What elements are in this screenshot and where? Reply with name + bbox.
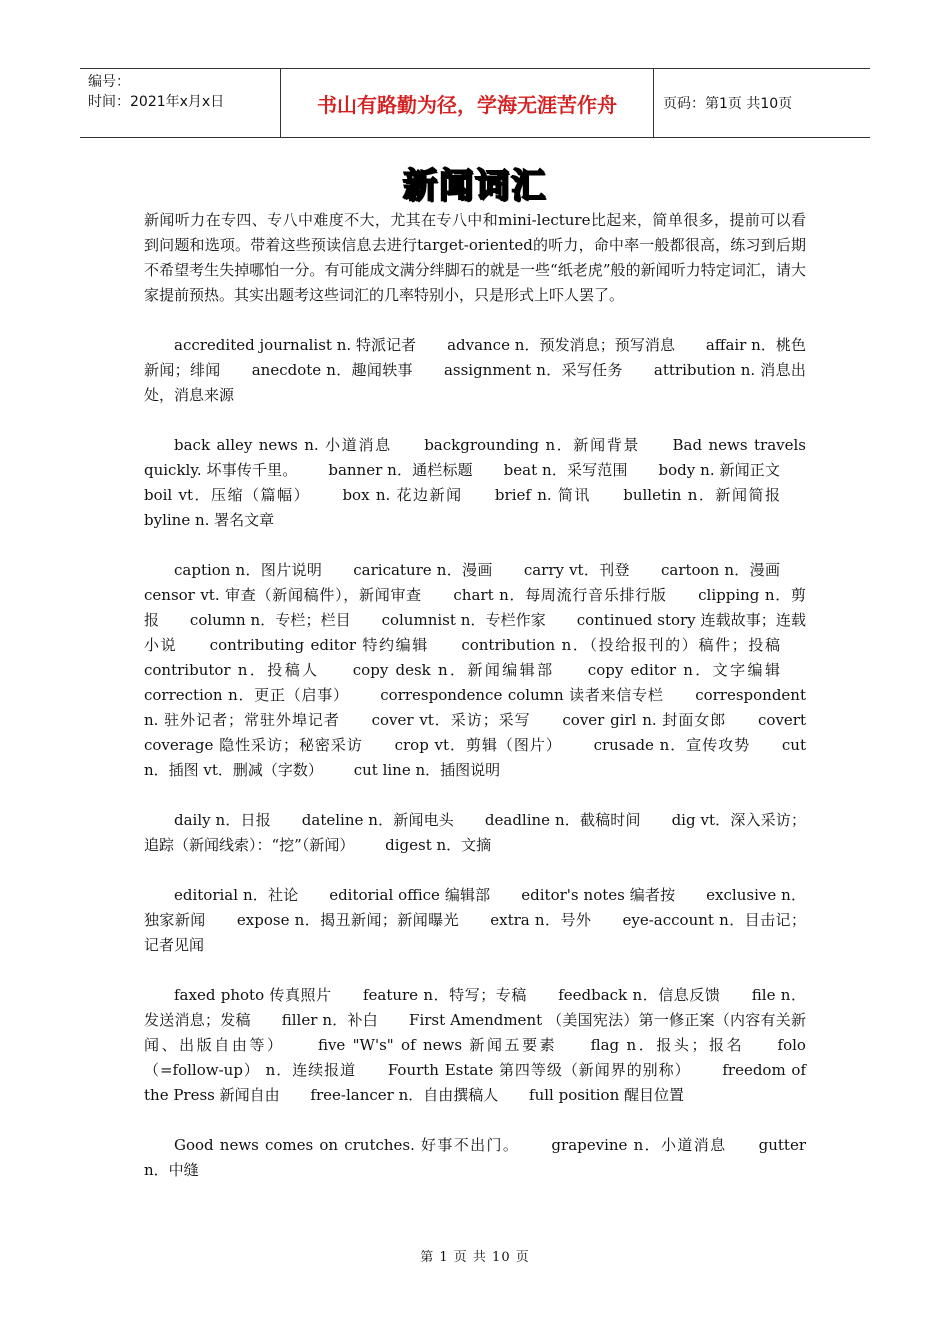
vocabulary-term: five "W's" of news 新闻五要素 xyxy=(317,1036,558,1054)
vocabulary-term: cut line n．插图说明 xyxy=(353,761,501,779)
vocabulary-term: folo （=follow-up） n．连续报道 xyxy=(144,1036,806,1079)
vocabulary-term: backgrounding n．新闻背景 xyxy=(424,436,641,454)
vocabulary-term: expose n．揭丑新闻；新闻曝光 xyxy=(236,911,460,929)
document-body xyxy=(144,208,806,1183)
vocabulary-term: continued story 连载故事；连载小说 xyxy=(144,611,806,654)
vocabulary-term: daily n．日报 xyxy=(174,811,271,829)
vocabulary-term: Good news comes on crutches. 好事不出门。 xyxy=(174,1136,520,1154)
vocabulary-term: anecdote n．趣闻轶事 xyxy=(251,361,413,379)
vocabulary-term: dateline n．新闻电头 xyxy=(301,811,454,829)
vocabulary-term: cartoon n．漫画 xyxy=(660,561,780,579)
vocabulary-term: body n. 新闻正文 xyxy=(658,461,780,479)
vocabulary-term: dig vt．深入采访；追踪（新闻线索）：“挖”（新闻） xyxy=(144,811,806,854)
vocabulary-term: brief n. 简讯 xyxy=(494,486,591,504)
vocabulary-term: correspondence column 读者来信专栏 xyxy=(380,686,664,704)
vocabulary-term: column n．专栏；栏目 xyxy=(189,611,351,629)
vocabulary-paragraph xyxy=(144,1133,806,1183)
vocabulary-term: feedback n．信息反馈 xyxy=(558,986,721,1004)
vocabulary-term: contributor n．投稿人 xyxy=(144,661,320,679)
vocabulary-term: cut n．插图 vt．删减（字数） xyxy=(144,736,806,779)
vocabulary-term: freedom of the Press 新闻自由 xyxy=(144,1061,806,1104)
vocabulary-term: cover vt．采访；采写 xyxy=(371,711,531,729)
vocabulary-term: chart n．每周流行音乐排行版 xyxy=(453,586,667,604)
vocabulary-term: back alley news n. 小道消息 xyxy=(174,436,392,454)
vocabulary-term: affair n．桃色新闻；绯闻 xyxy=(144,336,806,379)
vocabulary-term: editorial office 编辑部 xyxy=(329,886,491,904)
vocabulary-paragraph xyxy=(144,558,806,783)
vocabulary-term: exclusive n．独家新闻 xyxy=(144,886,806,929)
vocabulary-term: copy desk n．新闻编辑部 xyxy=(352,661,555,679)
vocabulary-paragraph xyxy=(144,983,806,1108)
vocabulary-term: correction n．更正（启事） xyxy=(144,686,349,704)
vocabulary-term: extra n．号外 xyxy=(490,911,592,929)
header-meta xyxy=(80,69,281,137)
vocabulary-term: Fourth Estate 第四等级（新闻界的别称） xyxy=(387,1061,691,1079)
doc-date-label: 时间：2021年x月x日 xyxy=(88,94,225,110)
vocabulary-term: editor's notes 编者按 xyxy=(521,886,676,904)
vocabulary-term: full position 醒目位置 xyxy=(529,1086,685,1104)
vocabulary-paragraph xyxy=(144,333,806,408)
vocabulary-term: First Amendment （美国宪法）第一修正案（内容有关新闻、出版自由等） xyxy=(144,1011,806,1054)
intro-paragraph: 新闻听力在专四、专八中难度不大，尤其在专八中和mini-lecture比起来，简单很多，提前可以看到问题和选项。带着这些预读信息去进行target-oriented的听力，命中率一般都很高，练习到后期不希望考生失掉哪怕一分。有可能成文满分绊脚石的就是一些“纸老虎”般的新闻听力特定词汇，请大家提前预热。其实出题考这些词汇的几率特别小，只是形式上吓人罢了。 xyxy=(144,211,806,304)
vocabulary-term: caricature n．漫画 xyxy=(353,561,493,579)
vocabulary-term: clipping n．剪报 xyxy=(144,586,806,629)
doc-number-label: 编号： xyxy=(88,74,130,90)
page-header xyxy=(80,68,870,138)
vocabulary-term: byline n. 署名文章 xyxy=(144,511,275,529)
vocabulary-list xyxy=(144,333,806,1183)
vocabulary-term: crusade n．宣传攻势 xyxy=(593,736,751,754)
vocabulary-term: bulletin n．新闻简报 xyxy=(623,486,780,504)
vocabulary-term: caption n．图片说明 xyxy=(174,561,323,579)
vocabulary-term: beat n．采写范围 xyxy=(503,461,628,479)
vocabulary-term: feature n．特写；专稿 xyxy=(362,986,527,1004)
vocabulary-term: contribution n．（投给报刊的）稿件；投稿 xyxy=(461,636,780,654)
vocabulary-term: banner n．通栏标题 xyxy=(328,461,473,479)
vocabulary-term: eye-account n．目击记；记者见闻 xyxy=(144,911,806,954)
vocabulary-term: faxed photo 传真照片 xyxy=(174,986,332,1004)
vocabulary-term: cover girl n. 封面女郎 xyxy=(562,711,727,729)
vocabulary-term: contributing editor 特约编辑 xyxy=(209,636,429,654)
vocabulary-term: grapevine n．小道消息 xyxy=(551,1136,727,1154)
vocabulary-term: deadline n．截稿时间 xyxy=(484,811,641,829)
vocabulary-term: assignment n．采写任务 xyxy=(443,361,623,379)
vocabulary-term: crop vt．剪辑（图片） xyxy=(394,736,562,754)
vocabulary-paragraph xyxy=(144,808,806,858)
vocabulary-term: free-lancer n．自由撰稿人 xyxy=(310,1086,499,1104)
vocabulary-term: covert coverage 隐性采访；秘密采访 xyxy=(144,711,806,754)
vocabulary-term: carry vt．刊登 xyxy=(523,561,630,579)
page-title: 新闻词汇 xyxy=(403,166,547,206)
vocabulary-term: filler n．补白 xyxy=(281,1011,379,1029)
page-footer: 第 1 页 共 10 页 xyxy=(420,1250,530,1265)
vocabulary-term: accredited journalist n. 特派记者 xyxy=(174,336,417,354)
vocabulary-term: advance n．预发消息；预写消息 xyxy=(447,336,676,354)
header-motto: 书山有路勤为径，学海无涯苦作舟 xyxy=(281,69,654,137)
vocabulary-term: columnist n．专栏作家 xyxy=(381,611,546,629)
vocabulary-term: flag n．报头；报名 xyxy=(590,1036,745,1054)
vocabulary-term: file n．发送消息；发稿 xyxy=(144,986,806,1029)
vocabulary-term: editorial n．社论 xyxy=(174,886,299,904)
vocabulary-paragraph xyxy=(144,883,806,958)
vocabulary-term: censor vt. 审查（新闻稿件），新闻审查 xyxy=(144,586,422,604)
vocabulary-term: gutter n．中缝 xyxy=(144,1136,806,1179)
vocabulary-term: Bad news travels quickly. 坏事传千里。 xyxy=(144,436,806,479)
vocabulary-paragraph xyxy=(144,433,806,533)
vocabulary-term: attribution n. 消息出处，消息来源 xyxy=(144,361,806,404)
vocabulary-term: box n. 花边新闻 xyxy=(342,486,463,504)
vocabulary-term: boil vt．压缩（篇幅） xyxy=(144,486,311,504)
vocabulary-term: digest n．文摘 xyxy=(385,836,492,854)
vocabulary-term: copy editor n．文字编辑 xyxy=(587,661,780,679)
vocabulary-term: correspondent n. 驻外记者；常驻外埠记者 xyxy=(144,686,806,729)
header-page-info: 页码：第1页 共10页 xyxy=(663,96,793,112)
